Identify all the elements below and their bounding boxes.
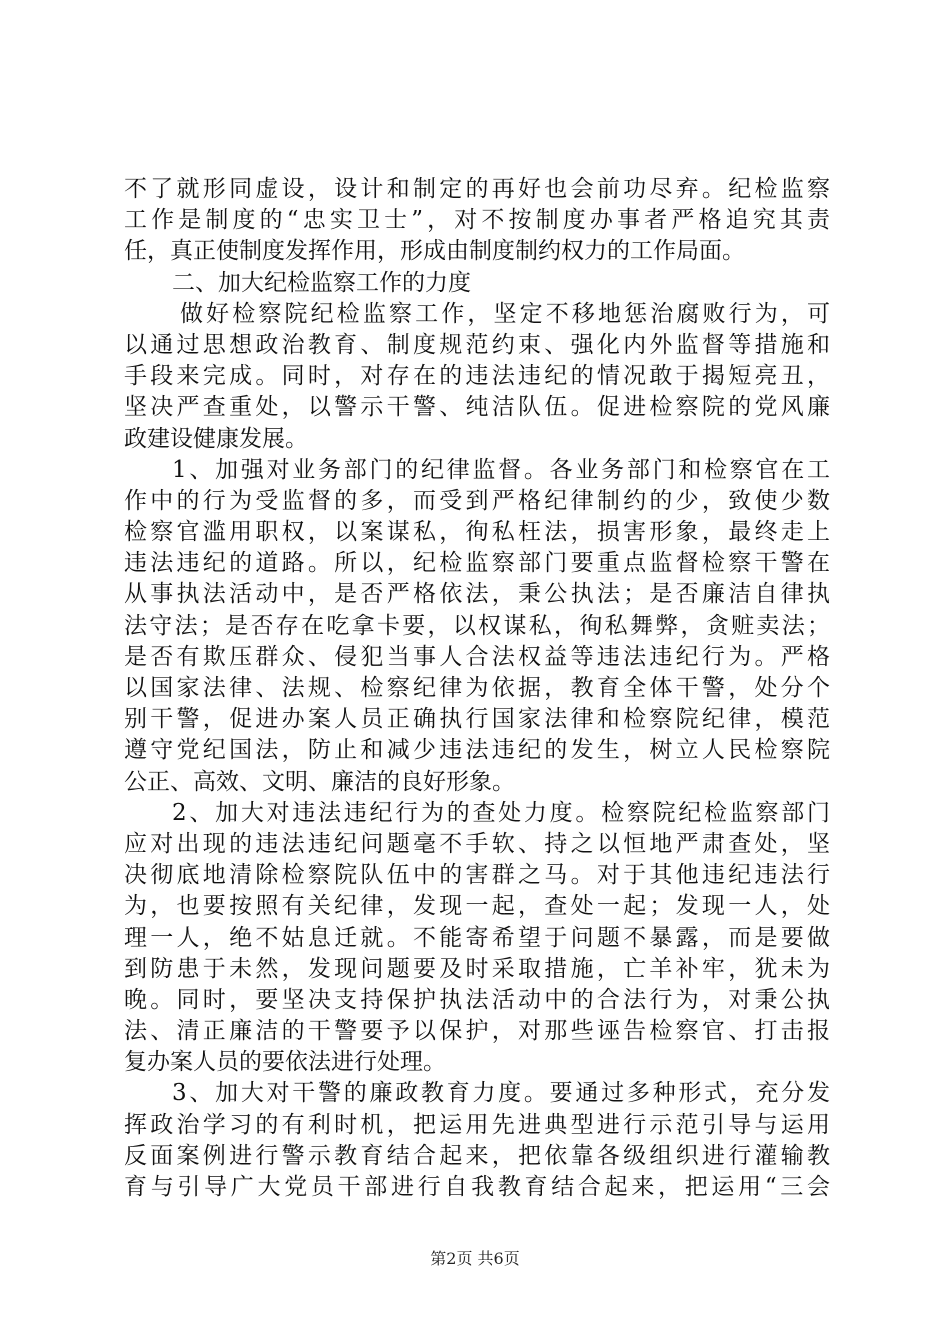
text-line: 晚。同时，要坚决支持保护执法活动中的合法行为，对秉公执 bbox=[124, 986, 830, 1013]
text-line: 是否有欺压群众、侵犯当事人合法权益等违法违纪行为。严格 bbox=[124, 643, 830, 670]
text-line: 反面案例进行警示教育结合起来，把依靠各级组织进行灌输教 bbox=[124, 1142, 830, 1169]
text-line: 育与引导广大党员干部进行自我教育结合起来，把运用“三会 bbox=[124, 1174, 830, 1200]
text-line: 公正、高效、文明、廉洁的良好形象。 bbox=[124, 768, 515, 795]
text-line: 检察官滥用职权，以案谋私，徇私枉法，损害形象，最终走上 bbox=[124, 519, 830, 546]
text-line: 决彻底地清除检察院队伍中的害群之马。对于其他违纪违法行 bbox=[124, 862, 830, 889]
text-line: 手段来完成。同时，对存在的违法违纪的情况敢于揭短亮丑， bbox=[124, 363, 830, 390]
text-line: 到防患于未然，发现问题要及时采取措施，亡羊补牢，犹未为 bbox=[124, 955, 830, 982]
text-line: 以国家法律、法规、检察纪律为依据，教育全体干警，处分个 bbox=[124, 675, 830, 701]
text-line: 法、清正廉洁的干警要予以保护，对那些诬告检察官、打击报 bbox=[124, 1018, 830, 1045]
text-line: 任，真正使制度发挥作用，形成由制度制约权力的工作局面。 bbox=[124, 238, 745, 265]
text-line: 工作是制度的“忠实卫士”，对不按制度办事者严格追究其责 bbox=[124, 207, 830, 234]
text-line: 做好检察院纪检监察工作，坚定不移地惩治腐败行为，可 bbox=[180, 300, 830, 327]
page-footer: 第2页 共6页 bbox=[430, 1249, 520, 1268]
text-line: 从事执法活动中，是否严格依法，秉公执法；是否廉洁自律执 bbox=[124, 581, 830, 608]
text-line: 挥政治学习的有利时机，把运用先进典型进行示范引导与运用 bbox=[124, 1111, 830, 1138]
text-line: 违法违纪的道路。所以，纪检监察部门要重点监督检察干警在 bbox=[124, 550, 830, 577]
text-line: 二、加大纪检监察工作的力度 bbox=[172, 269, 471, 296]
text-line: 为，也要按照有关纪律，发现一起，查处一起；发现一人，处 bbox=[124, 893, 830, 920]
text-line: 不了就形同虚设，设计和制定的再好也会前功尽弃。纪检监察 bbox=[124, 176, 830, 202]
document-body bbox=[124, 174, 830, 1203]
text-line: 政建设健康发展。 bbox=[124, 425, 308, 452]
text-line: 复办案人员的要依法进行处理。 bbox=[124, 1049, 446, 1076]
text-line: 法守法；是否存在吃拿卡要，以权谋私，徇私舞弊，贪赃卖法； bbox=[124, 612, 830, 639]
text-line: 1、加强对业务部门的纪律监督。各业务部门和检察官在工 bbox=[172, 456, 830, 483]
text-line: 作中的行为受监督的多，而受到严格纪律制约的少，致使少数 bbox=[124, 487, 830, 514]
text-line: 3、加大对干警的廉政教育力度。要通过多种形式，充分发 bbox=[172, 1080, 830, 1107]
text-line: 别干警，促进办案人员正确执行国家法律和检察院纪律，模范 bbox=[124, 706, 830, 733]
text-line: 遵守党纪国法，防止和减少违法违纪的发生，树立人民检察院 bbox=[124, 737, 830, 764]
text-line: 以通过思想政治教育、制度规范约束、强化内外监督等措施和 bbox=[124, 331, 830, 358]
text-line: 坚决严查重处，以警示干警、纯洁队伍。促进检察院的党风廉 bbox=[124, 394, 830, 421]
text-line: 理一人，绝不姑息迁就。不能寄希望于问题不暴露，而是要做 bbox=[124, 924, 830, 951]
text-line: 应对出现的违法违纪问题毫不手软、持之以恒地严肃查处，坚 bbox=[124, 830, 830, 857]
text-line: 2、加大对违法违纪行为的查处力度。检察院纪检监察部门 bbox=[172, 799, 830, 826]
